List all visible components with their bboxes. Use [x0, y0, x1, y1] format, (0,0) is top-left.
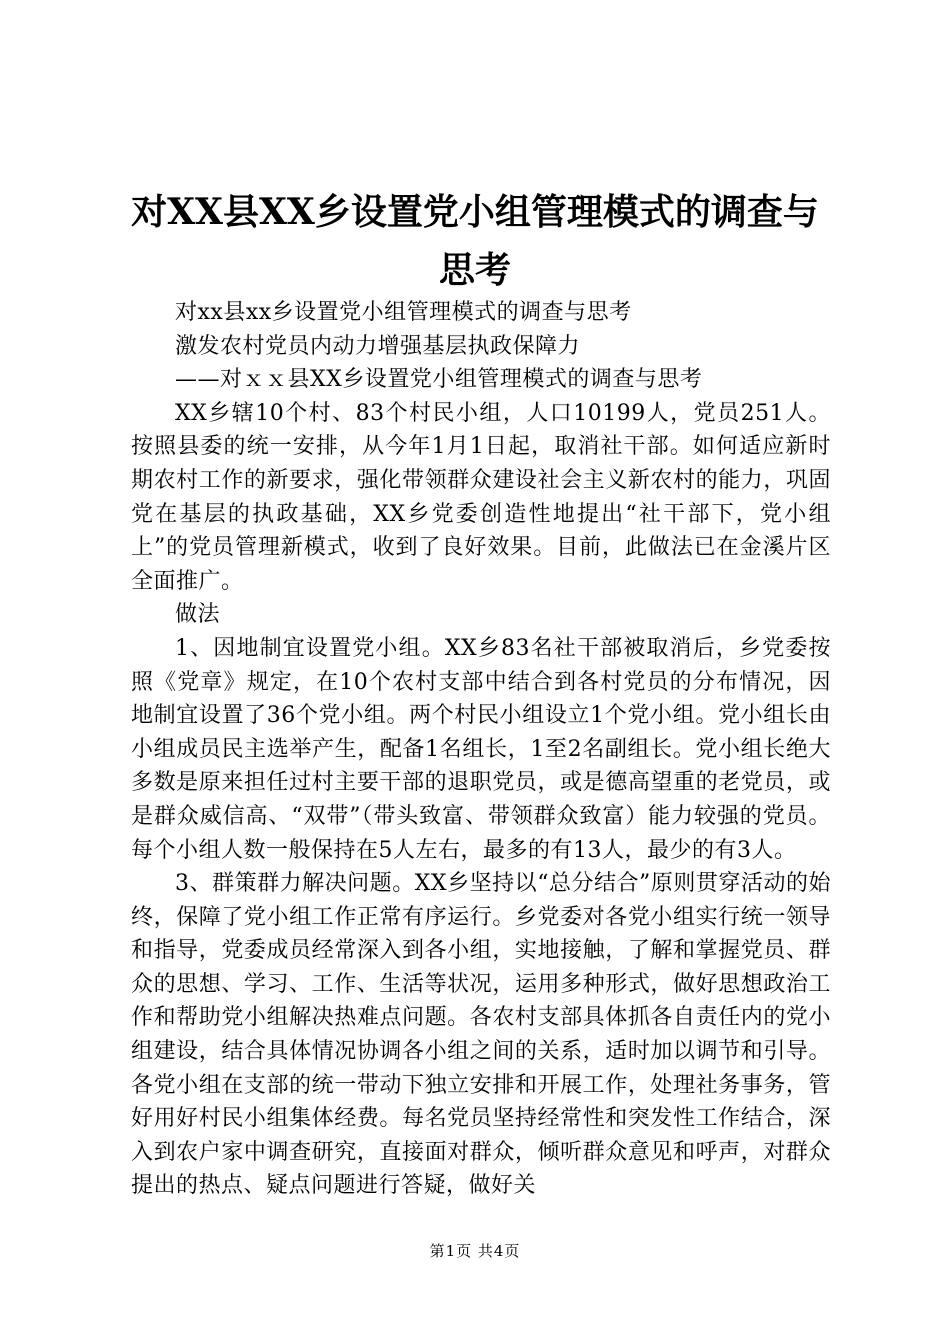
- document-body: [131, 296, 831, 1203]
- paragraph-intro: XX乡辖10个村、83个村民小组，人口10199人，党员251人。按照县委的统一安排，从今年1月1日起，取消社干部。如何适应新时期农村工作的新要求，强化带领群众建设社会主义新农村的能力，巩固党在基层的执政基础，XX乡党委创造性地提出“社干部下，党小组上”的党员管理新模式，收到了良好效果。目前，此做法已在金溪片区全面推广。: [131, 400, 831, 594]
- paragraph-byline: ——对ｘｘ县XX乡设置党小组管理模式的调查与思考: [175, 367, 703, 393]
- document-title: 对XX县XX乡设置党小组管理模式的调查与思考: [131, 191, 819, 291]
- paragraph-headline: 激发农村党员内动力增强基层执政保障力: [175, 333, 581, 359]
- page-footer: 第1页 共4页: [429, 1242, 521, 1260]
- section-heading: 做法: [175, 602, 221, 628]
- paragraph-point-1: 1、因地制宜设置党小组。XX乡83名社干部被取消后，乡党委按照《党章》规定，在10个农村支部中结合到各村党员的分布情况，因地制宜设置了36个党小组。两个村民小组设立1个党小组。党小组长由小组成员民主选举产生，配备1名组长，1至2名副组长。党小组长绝大多数是原来担任过村主要干部的退职党员，或是德高望重的老党员，或是群众威信高、“双带”（带头致富、带领群众致富）能力较强的党员。每个小组人数一般保持在5人左右，最多的有13人，最少的有3人。: [131, 635, 831, 863]
- paragraph-subtitle: 对xx县xx乡设置党小组管理模式的调查与思考: [175, 300, 632, 325]
- paragraph-point-3: 3、群策群力解决问题。XX乡坚持以“总分结合”原则贯穿活动的始终，保障了党小组工作正常有序运行。乡党委对各党小组实行统一领导和指导，党委成员经常深入到各小组，实地接触，了解和掌握党员、群众的思想、学习、工作、生活等状况，运用多种形式，做好思想政治工作和帮助党小组解决热难点问题。各农村支部具体抓各自责任内的党小组建设，结合具体情况协调各小组之间的关系，适时加以调节和引导。各党小组在支部的统一带动下独立安排和开展工作，处理社务事务，管好用好村民小组集体经费。每名党员坚持经常性和突发性工作结合，深入到农户家中调查研究，直接面对群众，倾听群众意见和呼声，对群众提出的热点、疑点问题进行答疑，做好关: [131, 871, 831, 1199]
